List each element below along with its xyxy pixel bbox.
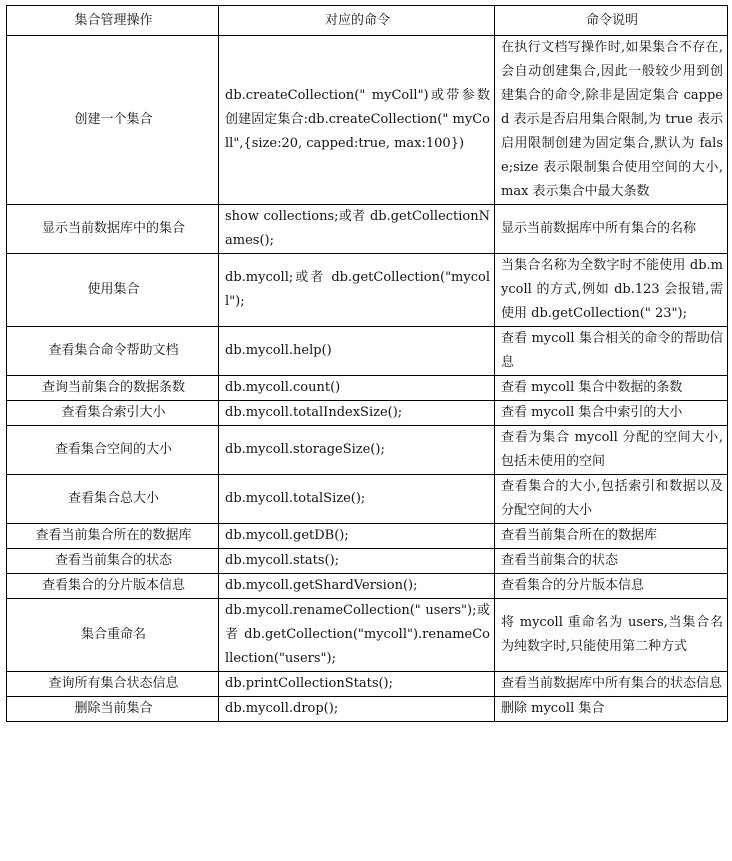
operation-cell: 显示当前数据库中的集合 [7,205,219,254]
operation-cell: 集合重命名 [7,599,219,672]
description-cell: 显示当前数据库中所有集合的名称 [495,205,728,254]
command-cell: db.mycoll.totalIndexSize(); [219,401,495,426]
description-cell: 当集合名称为全数字时不能使用 db.mycoll 的方式,例如 db.123 会报错,需使用 db.getCollection(" 23"); [495,254,728,327]
description-cell: 在执行文档写操作时,如果集合不存在,会自动创建集合,因此一般较少用到创建集合的命令,除非是固定集合 capped 表示是否启用集合限制,为 true 表示启用限制创建为固定集合,默认为 false;size 表示限制集合使用空间的大小,max 表示集合中最大条数 [495,36,728,205]
operation-cell: 查看集合的分片版本信息 [7,574,219,599]
table-row [7,672,728,697]
command-cell: db.mycoll.storageSize(); [219,426,495,475]
command-cell: db.mycoll.getDB(); [219,524,495,549]
table-row [7,401,728,426]
command-cell: db.mycoll.renameCollection(" users");或者 db.getCollection("mycoll").renameCollection("users"); [219,599,495,672]
description-cell: 查看 mycoll 集合中索引的大小 [495,401,728,426]
collection-commands-table [6,5,728,722]
command-cell: db.mycoll.drop(); [219,697,495,722]
table-row [7,524,728,549]
header-command: 对应的命令 [219,6,495,36]
operation-cell: 查询当前集合的数据条数 [7,376,219,401]
operation-cell: 查看当前集合的状态 [7,549,219,574]
command-cell: db.printCollectionStats(); [219,672,495,697]
command-cell: db.mycoll.totalSize(); [219,475,495,524]
operation-cell: 创建一个集合 [7,36,219,205]
command-cell: db.mycoll.getShardVersion(); [219,574,495,599]
operation-cell: 使用集合 [7,254,219,327]
operation-cell: 查看集合索引大小 [7,401,219,426]
table-row [7,327,728,376]
command-cell: db.mycoll.help() [219,327,495,376]
table-row [7,426,728,475]
table-row [7,205,728,254]
description-cell: 查看当前集合所在的数据库 [495,524,728,549]
description-cell: 将 mycoll 重命名为 users,当集合名为纯数字时,只能使用第二种方式 [495,599,728,672]
operation-cell: 查看集合命令帮助文档 [7,327,219,376]
table-row [7,475,728,524]
table-header-row [7,6,728,36]
table-row [7,376,728,401]
command-cell: db.mycoll.count() [219,376,495,401]
description-cell: 查看集合的分片版本信息 [495,574,728,599]
description-cell: 删除 mycoll 集合 [495,697,728,722]
description-cell: 查看当前数据库中所有集合的状态信息 [495,672,728,697]
table-row [7,36,728,205]
description-cell: 查看集合的大小,包括索引和数据以及分配空间的大小 [495,475,728,524]
command-cell: db.mycoll.stats(); [219,549,495,574]
table-row [7,254,728,327]
description-cell: 查看当前集合的状态 [495,549,728,574]
description-cell: 查看 mycoll 集合相关的命令的帮助信息 [495,327,728,376]
operation-cell: 查看当前集合所在的数据库 [7,524,219,549]
header-description: 命令说明 [495,6,728,36]
description-cell: 查看 mycoll 集合中数据的条数 [495,376,728,401]
operation-cell: 删除当前集合 [7,697,219,722]
table-row [7,599,728,672]
operation-cell: 查看集合空间的大小 [7,426,219,475]
command-cell: show collections;或者 db.getCollectionNames(); [219,205,495,254]
description-cell: 查看为集合 mycoll 分配的空间大小,包括未使用的空间 [495,426,728,475]
command-cell: db.createCollection(" myColl")或带参数创建固定集合:db.createCollection(" myColl",{size:20, capped:true, max:100}) [219,36,495,205]
command-cell: db.mycoll;或者 db.getCollection("mycoll"); [219,254,495,327]
header-operation: 集合管理操作 [7,6,219,36]
table-row [7,549,728,574]
operation-cell: 查看集合总大小 [7,475,219,524]
table-row [7,574,728,599]
table-row [7,697,728,722]
operation-cell: 查询所有集合状态信息 [7,672,219,697]
